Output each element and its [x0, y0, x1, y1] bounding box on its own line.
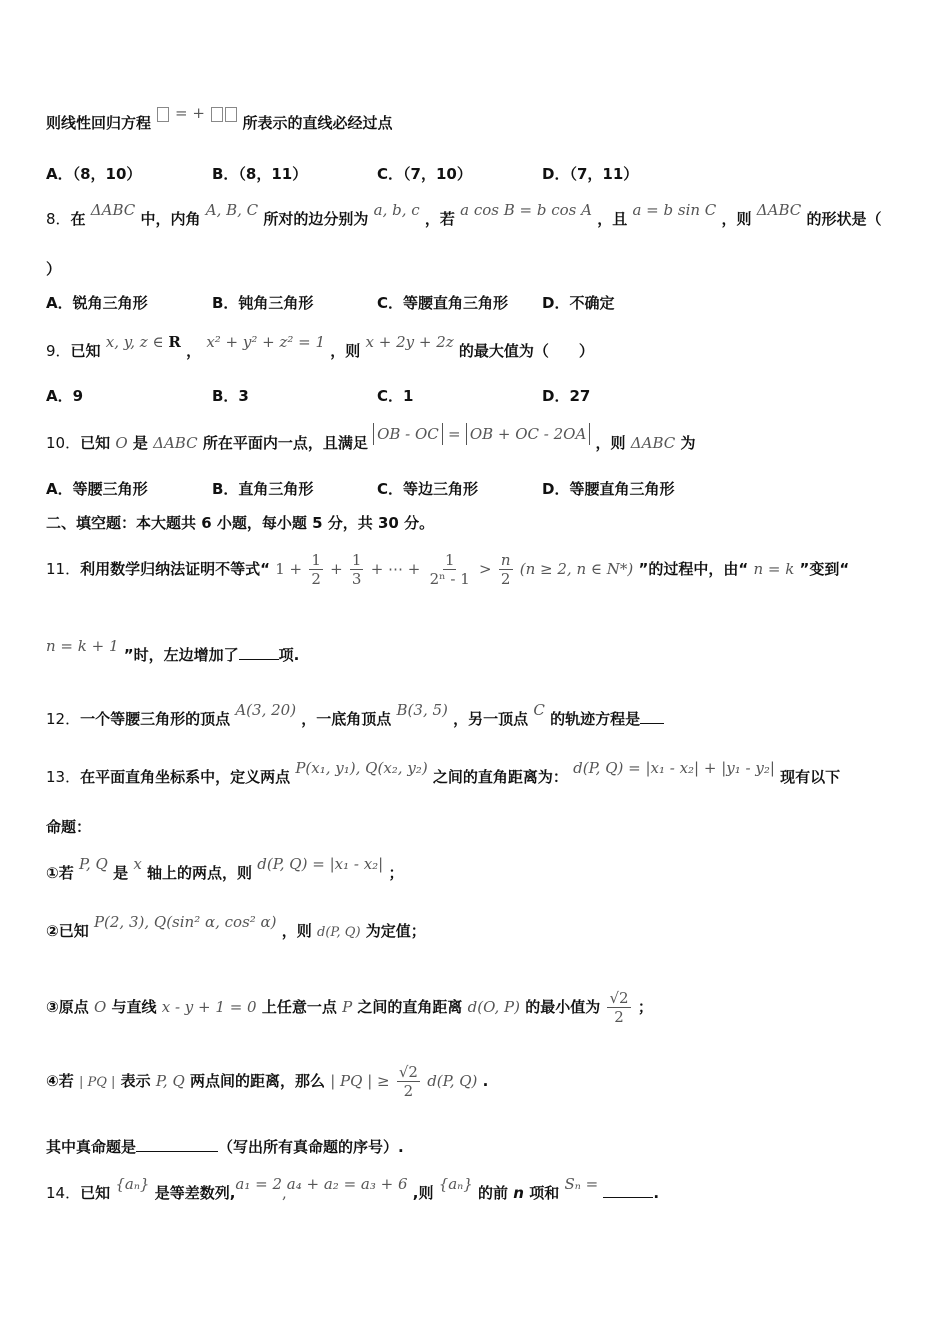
- item-marker: ③原点: [46, 998, 89, 1016]
- plus-sign: +: [330, 560, 343, 578]
- frac-den: 2: [403, 1082, 414, 1100]
- item-marker: ②已知: [46, 922, 89, 940]
- q8-text: 的形状是（: [806, 210, 882, 228]
- q10-number: 10．: [46, 434, 81, 452]
- q13-item-4: [46, 1058, 920, 1106]
- q12-text: 的轨迹方程是: [550, 710, 641, 728]
- q8-text: 在: [70, 210, 86, 228]
- q13-i1-pq: P, Q: [78, 855, 108, 873]
- q11-condition: (n ≥ 2, n ∈ N*): [519, 560, 634, 578]
- q14-text: 项和: [529, 1184, 560, 1202]
- answer-blank[interactable]: [603, 1183, 653, 1198]
- regression-eq-symbols: = +: [175, 104, 205, 122]
- q13-i2-points: P(2, 3), Q(sin² α, cos² α): [93, 913, 277, 931]
- q9-constraint: x² + y² + z² = 1: [206, 333, 326, 351]
- q11-text: 项.: [278, 646, 300, 664]
- q13-i4-points: P, Q: [155, 1072, 185, 1090]
- q11-text: ”变到“: [799, 560, 850, 578]
- q13-i3-line: x - y + 1 = 0: [161, 998, 257, 1016]
- item-text: ；: [637, 998, 653, 1016]
- glyph-box: [211, 107, 223, 122]
- q9-option-d: D．27: [542, 387, 591, 405]
- q9-option-b: B．3: [212, 387, 249, 405]
- q9-text: 的最大值为（ ）: [458, 342, 594, 360]
- q11-text: ”的过程中，由“: [638, 560, 749, 578]
- q13-i1-eq: d(P, Q) = |x₁ - x₂|: [257, 855, 384, 873]
- answer-blank[interactable]: [640, 709, 664, 724]
- q13-stem-cont: 命题：: [46, 818, 92, 836]
- q13-i4-d: d(P, Q): [427, 1072, 478, 1090]
- frac-den: 3: [351, 570, 362, 588]
- q8-condition-2: a = b sin C: [632, 201, 717, 219]
- q9-expression: x + 2y + 2z: [365, 333, 454, 351]
- item-text: 为定值；: [365, 922, 426, 940]
- q7-option-b: B．（8，11）: [212, 165, 308, 183]
- q13-i2-d: d(P, Q): [317, 925, 361, 940]
- q14-sn: Sₙ =: [564, 1175, 599, 1193]
- q9-option-c: C．1: [377, 387, 414, 405]
- q9-vars-text: x, y, z ∈: [105, 333, 169, 351]
- q10-stem: [46, 425, 920, 454]
- q14-text: 是等差数列,: [154, 1184, 236, 1202]
- fraction-n-over-2: [499, 551, 513, 588]
- q11-stem-cont: [46, 637, 920, 666]
- item-text: 表示: [120, 1072, 151, 1090]
- q8-triangle: ΔABC: [90, 201, 136, 219]
- q8-text: ，若: [424, 210, 455, 228]
- q14-condition: a₄ + a₂ = a₃ + 6: [286, 1175, 408, 1193]
- item-text: 轴上的两点，则: [147, 864, 253, 882]
- q13-item-2: [46, 913, 920, 944]
- q10-abs-right: OB + OC - 2OA: [466, 423, 590, 445]
- q11-n-equals-k-plus-1: n = k + 1: [46, 637, 119, 655]
- q14-stem: [46, 1175, 920, 1204]
- frac-num: 1: [444, 551, 455, 569]
- glyph-box: [157, 107, 169, 122]
- item-text: 是: [113, 864, 129, 882]
- frac-den: 2: [614, 1008, 624, 1026]
- q11-stem: [46, 546, 920, 592]
- item-marker: ④若: [46, 1072, 74, 1090]
- q10-triangle: ΔABC: [630, 434, 676, 452]
- q8-sides: a, b, c: [373, 201, 420, 219]
- frac-num: 1: [311, 551, 321, 569]
- q13-item-3: [46, 984, 920, 1030]
- q13-text: 之间的直角距离为：: [432, 768, 568, 786]
- q8-option-a: A．锐角三角形: [46, 294, 148, 312]
- q12-text: ，另一顶点: [453, 710, 529, 728]
- q14-number: 14．: [46, 1184, 81, 1202]
- q13-i3-origin: O: [93, 998, 107, 1016]
- q10-text: 所在平面内一点，且满足: [202, 434, 368, 452]
- q13-text: （写出所有真命题的序号）.: [218, 1138, 404, 1156]
- q8-text: ，且: [597, 210, 628, 228]
- q7-option-c: C．（7，10）: [377, 165, 472, 183]
- fraction-sqrt2-over-2: [607, 989, 630, 1026]
- q12-number: 12．: [46, 710, 81, 728]
- q13-i1-x: x: [133, 855, 142, 873]
- q11-term-one: 1 +: [275, 560, 303, 578]
- q13-text: 现有以下: [780, 768, 841, 786]
- item-text: 两点间的距离，那么: [189, 1072, 325, 1090]
- fraction-last-term: [428, 551, 472, 588]
- item-text: ，则: [281, 922, 312, 940]
- q13-points: P(x₁, y₁), Q(x₂, y₂): [295, 759, 428, 777]
- answer-blank[interactable]: [239, 645, 279, 660]
- q7-option-d: D．（7，11）: [542, 165, 639, 183]
- q11-number: 11．: [46, 560, 81, 578]
- q8-close: ）: [46, 260, 62, 278]
- item-text: 的最小值为: [525, 998, 601, 1016]
- fraction-half: [309, 551, 323, 588]
- q8-angles: A, B, C: [205, 201, 259, 219]
- q14-text: 已知: [80, 1184, 111, 1202]
- frac-num: √2: [609, 989, 629, 1007]
- q8-option-b: B．钝角三角形: [212, 294, 314, 312]
- q7-text: 则线性回归方程: [46, 114, 152, 132]
- q10-text: 是: [132, 434, 148, 452]
- q7-option-a: A．（8，10）: [46, 165, 142, 183]
- q14-n: n: [513, 1184, 524, 1202]
- fraction-third: [350, 551, 364, 588]
- q14-text: .: [653, 1184, 660, 1202]
- q8-number: 8．: [46, 210, 71, 228]
- real-set-symbol: R: [168, 333, 181, 351]
- q14-text: 的前: [478, 1184, 509, 1202]
- q13-i4-inequality: | PQ | ≥: [330, 1072, 390, 1090]
- q11-text: 利用数学归纳法证明不等式“: [80, 560, 270, 578]
- q8-text: 所对的边分别为: [263, 210, 369, 228]
- item-marker: ①若: [46, 864, 74, 882]
- q13-i4-pq: | PQ |: [78, 1075, 116, 1090]
- q11-text: ”时，左边增加了: [123, 646, 239, 664]
- q10-option-c: C．等边三角形: [377, 480, 479, 498]
- q10-option-b: B．直角三角形: [212, 480, 314, 498]
- fraction-sqrt2-over-2: [397, 1063, 420, 1100]
- q10-triangle: ΔABC: [153, 434, 198, 452]
- item-text: ；: [388, 864, 404, 882]
- q8-text: 中，内角: [140, 210, 201, 228]
- frac-num: n: [500, 551, 511, 569]
- frac-den: 2: [500, 570, 511, 588]
- q14-sequence: {aₙ}: [438, 1175, 473, 1193]
- q14-sequence: {aₙ}: [115, 1175, 150, 1193]
- q7-stem-tail: [46, 104, 920, 134]
- q13-item-1: [46, 855, 920, 884]
- q10-option-a: A．等腰三角形: [46, 480, 148, 498]
- q10-abs-left: OB - OC: [373, 423, 443, 445]
- q13-stem: [46, 759, 920, 788]
- q9-stem: [46, 333, 920, 362]
- q9-vars: [106, 333, 181, 351]
- item-text: 之间的直角距离: [357, 998, 463, 1016]
- glyph-box: [225, 107, 237, 122]
- q13-definition: d(P, Q) = |x₁ - x₂| + |y₁ - y₂|: [573, 759, 775, 777]
- q13-i3-p: P: [342, 998, 353, 1016]
- q8-condition-1: a cos B = b cos A: [460, 201, 592, 219]
- q13-i3-d: d(O, P): [467, 998, 520, 1016]
- q12-vertex-c: C: [533, 701, 545, 719]
- q12-vertex-b: B(3, 5): [396, 701, 448, 719]
- point-o: O: [115, 434, 128, 452]
- section-heading: 二、填空题：本大题共 6 小题，每小题 5 分，共 30 分。: [46, 514, 435, 532]
- q13-text: 其中真命题是: [46, 1138, 137, 1156]
- q7-text-after: 所表示的直线必经过点: [242, 114, 393, 132]
- q9-number: 9．: [46, 342, 71, 360]
- q10-equals: =: [448, 425, 461, 443]
- q13-conclusion: [46, 1136, 920, 1158]
- q9-text: ，则: [330, 342, 361, 360]
- q8-option-d: D．不确定: [542, 294, 615, 312]
- q8-triangle: ΔABC: [756, 201, 802, 219]
- answer-blank[interactable]: [136, 1137, 218, 1152]
- regression-equation: [156, 104, 242, 122]
- frac-den: 2ⁿ - 1: [429, 570, 470, 588]
- q12-stem: [46, 701, 920, 730]
- q12-vertex-a: A(3, 20): [235, 701, 297, 719]
- q14-comma: ,: [282, 1184, 287, 1202]
- frac-num: 1: [351, 551, 362, 569]
- greater-than: >: [479, 560, 492, 578]
- q8-option-c: C．等腰直角三角形: [377, 294, 509, 312]
- frac-den: 2: [311, 570, 321, 588]
- q10-text: ，则: [595, 434, 626, 452]
- q9-text: 已知: [70, 342, 101, 360]
- q10-option-d: D．等腰直角三角形: [542, 480, 675, 498]
- ellipsis-terms: + ⋯ +: [370, 560, 421, 578]
- q13-number: 13．: [46, 768, 81, 786]
- q12-text: 一个等腰三角形的顶点: [80, 710, 231, 728]
- q10-text: 已知: [80, 434, 111, 452]
- q9-text: ，: [186, 342, 202, 360]
- q10-text: 为: [680, 434, 696, 452]
- q8-text: ，则: [721, 210, 752, 228]
- q9-option-a: A．9: [46, 387, 84, 405]
- q13-text: 在平面直角坐标系中，定义两点: [80, 768, 291, 786]
- q14-text: ,则: [412, 1184, 434, 1202]
- q12-text: ，一底角顶点: [301, 710, 392, 728]
- item-text: 上任意一点: [261, 998, 337, 1016]
- q8-stem: [46, 201, 920, 230]
- item-text: 与直线: [111, 998, 157, 1016]
- q14-a1: a₁ = 2: [235, 1175, 282, 1193]
- frac-num: √2: [398, 1063, 418, 1081]
- q11-n-equals-k: n = k: [753, 560, 795, 578]
- item-text: .: [482, 1072, 489, 1090]
